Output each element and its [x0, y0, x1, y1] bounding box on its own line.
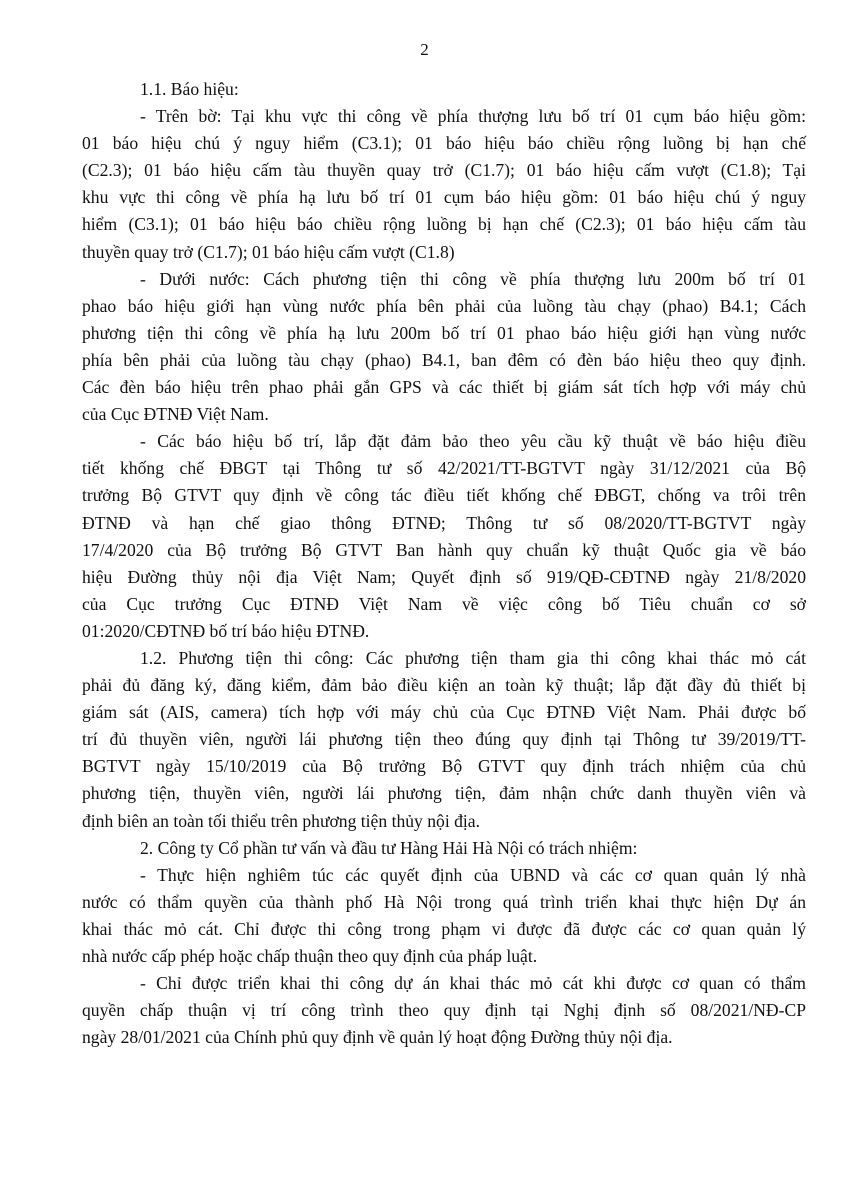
- text-line: hiểm (C3.1); 01 báo hiệu báo chiều rộng luồng bị hạn chế (C2.3); 01 báo hiệu cấm tàu: [82, 214, 806, 235]
- text-line: - Thực hiện nghiêm túc các quyết định của UBND và các cơ quan quản lý nhà: [140, 864, 806, 885]
- text-line: nhà nước cấp phép hoặc chấp thuận theo quy định của pháp luật.: [82, 946, 538, 966]
- text-line: phương tiện thi công về phía hạ lưu 200m bố trí 01 phao báo hiệu giới hạn vùng nước: [82, 322, 806, 343]
- text-line: của Cục ĐTNĐ Việt Nam.: [82, 404, 269, 425]
- text-line: Các đèn báo hiệu trên phao phải gắn GPS và các thiết bị giám sát tích hợp với máy chủ: [82, 377, 806, 398]
- text-line: - Chỉ được triển khai thi công dự án khai thác mỏ cát khi được cơ quan có thẩm: [140, 973, 806, 994]
- paragraph-p3: [82, 266, 806, 429]
- text-line: khai thác mỏ cát. Chỉ được thi công trong phạm vi được đã được các cơ quan quản lý: [82, 918, 806, 939]
- text-line: 01:2020/CĐTNĐ bố trí báo hiệu ĐTNĐ.: [82, 620, 370, 641]
- text-line: phương tiện, thuyền viên, người lái phương tiện, đảm nhận chức danh thuyền viên và: [82, 783, 806, 804]
- text-line: 1.2. Phương tiện thi công: Các phương tiện tham gia thi công khai thác mỏ cát: [140, 647, 806, 668]
- text-line: ĐTNĐ và hạn chế giao thông ĐTNĐ; Thông tư số 08/2020/TT-BGTVT ngày: [82, 512, 806, 533]
- text-line: - Dưới nước: Cách phương tiện thi công về phía thượng lưu 200m bố trí 01: [140, 268, 806, 289]
- text-line: giám sát (AIS, camera) tích hợp với máy chủ của Cục ĐTNĐ Việt Nam. Phải được bố: [82, 702, 806, 723]
- text-line: của Cục trưởng Cục ĐTNĐ Việt Nam về việc công bố Tiêu chuẩn cơ sở: [82, 593, 806, 614]
- text-line: - Các báo hiệu bố trí, lắp đặt đảm bảo theo yêu cầu kỹ thuật về báo hiệu điều: [140, 431, 806, 452]
- text-line: trí đủ thuyền viên, người lái phương tiện theo đúng quy định tại Thông tư 39/2019/TT-: [82, 729, 806, 750]
- text-line: hiệu Đường thủy nội địa Việt Nam; Quyết định số 919/QĐ-CĐTNĐ ngày 21/8/2020: [82, 566, 806, 587]
- text-line: phao báo hiệu giới hạn vùng nước phía bên phải của luồng tàu chạy (phao) B4.1; Cách: [82, 295, 806, 316]
- text-line: phải đủ đăng ký, đăng kiểm, đảm bảo điều kiện an toàn kỹ thuật; lắp đặt đầy đủ thiết bị: [82, 675, 806, 696]
- text-line: 1.1. Báo hiệu:: [140, 79, 239, 99]
- paragraph-p4: [82, 428, 806, 645]
- text-line: 01 báo hiệu chú ý nguy hiểm (C3.1); 01 báo hiệu báo chiều rộng luồng bị hạn chế: [82, 133, 806, 154]
- page-number: 2: [420, 40, 429, 59]
- text-line: định biên an toàn tối thiểu trên phương tiện thủy nội địa.: [82, 810, 481, 831]
- text-line: phía bên phải của luồng tàu chạy (phao) B4.1, ban đêm có đèn báo hiệu theo quy định.: [82, 349, 806, 370]
- text-line: khu vực thi công về phía hạ lưu bố trí 01 cụm báo hiệu gồm: 01 báo hiệu chú ý nguy: [82, 187, 806, 208]
- text-line: tiết khống chế ĐBGT tại Thông tư số 42/2021/TT-BGTVT ngày 31/12/2021 của Bộ: [82, 458, 806, 479]
- text-line: 17/4/2020 của Bộ trưởng Bộ GTVT Ban hành quy chuẩn kỹ thuật Quốc gia về báo: [82, 539, 806, 560]
- document-body: [82, 76, 806, 1051]
- text-line: thuyền quay trở (C1.7); 01 báo hiệu cấm vượt (C1.8): [82, 241, 455, 262]
- text-line: BGTVT ngày 15/10/2019 của Bộ trưởng Bộ GTVT quy định trách nhiệm của chủ: [82, 756, 806, 777]
- text-line: trưởng Bộ GTVT quy định về công tác điều tiết khống chế ĐBGT, chống va trôi trên: [82, 485, 806, 506]
- paragraph-p7: [82, 862, 806, 970]
- text-line: quyền chấp thuận vị trí công trình theo quy định tại Nghị định số 08/2021/NĐ-CP: [82, 1000, 806, 1021]
- text-line: - Trên bờ: Tại khu vực thi công về phía thượng lưu bố trí 01 cụm báo hiệu gồm:: [140, 106, 806, 127]
- paragraph-p6: [82, 835, 806, 862]
- text-line: (C2.3); 01 báo hiệu cấm tàu thuyền quay trở (C1.7); 01 báo hiệu cấm vượt (C1.8); Tại: [82, 160, 806, 181]
- paragraph-p8: [82, 970, 806, 1051]
- paragraph-p2: [82, 103, 806, 266]
- text-line: ngày 28/01/2021 của Chính phủ quy định về quản lý hoạt động Đường thủy nội địa.: [82, 1027, 673, 1048]
- text-line: nước có thẩm quyền của thành phố Hà Nội trong quá trình triển khai thực hiện Dự án: [82, 891, 806, 912]
- paragraph-p5: [82, 645, 806, 835]
- paragraph-p1: [82, 76, 806, 103]
- text-line: 2. Công ty Cổ phần tư vấn và đầu tư Hàng Hải Hà Nội có trách nhiệm:: [140, 837, 638, 858]
